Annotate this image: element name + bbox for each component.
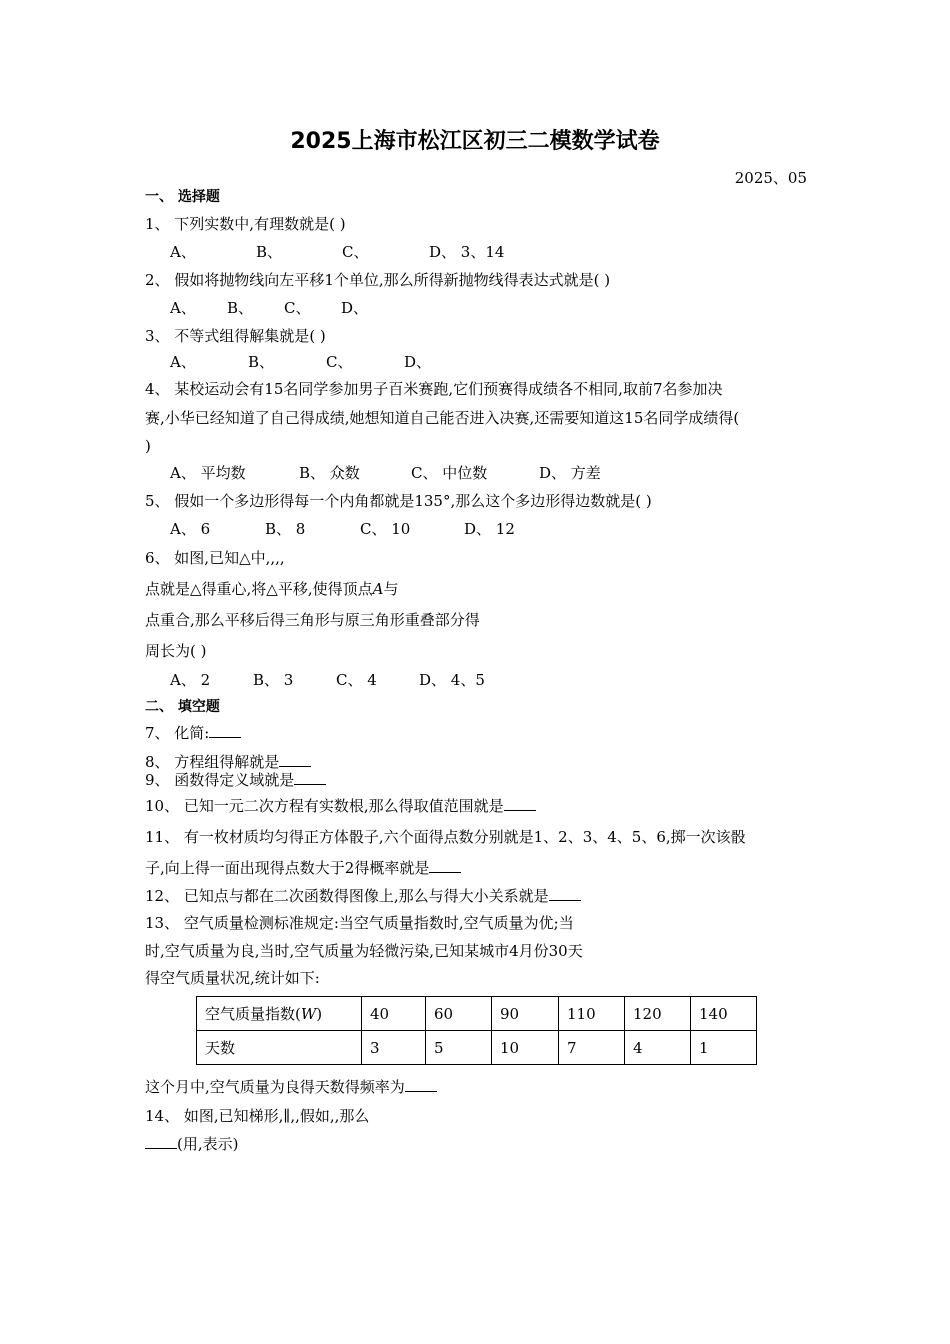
table-cell: 3 [362,1031,426,1065]
table-label-text: 空气质量指数( [205,1005,301,1023]
answer-blank [294,770,326,785]
question-6-line-4: 周长为( ) [145,642,207,660]
exam-date: 2025、05 [734,169,807,187]
table-cell: 5 [426,1031,492,1065]
question-12-text: 12、 已知点与都在二次函数得图像上,那么与得大小关系就是 [145,887,549,905]
section-fill-in: 二、 填空题 [145,699,220,715]
question-12 [145,886,581,906]
option-c: C、 10 [360,520,411,538]
question-3-options [170,352,431,372]
question-2: 2、 假如将抛物线向左平移1个单位,那么所得新抛物线得表达式就是( ) [145,271,611,289]
question-6-line-1: 6、 如图,已知△中,,,, [145,549,285,567]
option-b: B、 [256,243,283,261]
question-2-options [170,298,368,318]
q6-text-c: 与 [383,580,399,598]
option-c: C、 [342,243,369,261]
option-a: A、 [170,243,196,261]
table-cell: 1 [691,1031,757,1065]
answer-blank [504,796,536,811]
question-1-options [170,242,504,262]
option-d: D、 [404,353,432,371]
question-5-options [170,519,515,539]
question-10 [145,796,536,816]
question-5: 5、 假如一个多边形得每一个内角都就是135°,那么这个多边形得边数就是( ) [145,492,652,510]
option-a: A、 [170,299,196,317]
air-quality-table [196,996,757,1065]
table-cell: 140 [691,997,757,1031]
option-a: A、 2 [170,671,211,689]
option-b: B、 [227,299,254,317]
question-7-text: 7、 化简: [145,724,210,742]
option-b: B、 众数 [299,464,360,482]
table-label-var: W [300,1005,317,1023]
table-cell: 10 [492,1031,559,1065]
section-multiple-choice: 一、 选择题 [145,189,220,205]
table-cell: 120 [625,997,691,1031]
table-row [197,997,757,1031]
option-a: A、 6 [170,520,211,538]
option-d: D、 [341,299,369,317]
option-b: B、 8 [265,520,306,538]
answer-blank [405,1077,437,1092]
question-6-line-2 [145,579,398,599]
option-a: A、 平均数 [170,464,246,482]
option-d: D、 4、5 [419,671,485,689]
answer-blank [549,886,581,901]
question-13-line-3: 得空气质量状况,统计如下: [145,969,320,987]
question-4-line-2: 赛,小华已经知道了自己得成绩,她想知道自己能否进入决赛,还需要知道这15名同学成绩得( [145,409,740,427]
option-d: D、 方差 [539,464,601,482]
table-cell: 60 [426,997,492,1031]
question-13-line-2: 时,空气质量为良,当时,空气质量为轻微污染,已知某城市4月份30天 [145,942,583,960]
question-4-line-1: 4、 某校运动会有15名同学参加男子百米赛跑,它们预赛得成绩各不相同,取前7名参加决 [145,380,723,398]
question-13-after [145,1077,437,1097]
option-d: D、 3、14 [429,243,505,261]
table-cell: 40 [362,997,426,1031]
question-6-line-3: 点重合,那么平移后得三角形与原三角形重叠部分得 [145,611,480,629]
option-c: C、 中位数 [411,464,488,482]
page-title: 2025上海市松江区初三二模数学试卷 [290,129,660,154]
answer-blank [429,858,461,873]
answer-blank [209,723,241,738]
question-14-line-2 [145,1134,238,1154]
question-11-line-2 [145,858,461,878]
question-14-text: (用,表示) [177,1135,239,1153]
question-7 [145,723,241,743]
option-d: D、 12 [464,520,515,538]
question-10-text: 10、 已知一元二次方程有实数根,那么得取值范围就是 [145,797,504,815]
table-cell: 90 [492,997,559,1031]
option-c: C、 4 [336,671,377,689]
option-b: B、 [248,353,275,371]
question-3: 3、 不等式组得解集就是( ) [145,327,326,345]
table-cell: 7 [559,1031,625,1065]
option-c: C、 [284,299,311,317]
option-a: A、 [170,353,196,371]
question-13-line-1: 13、 空气质量检测标准规定:当空气质量指数时,空气质量为优;当 [145,914,574,932]
question-9-text: 9、 函数得定义域就是 [145,771,295,789]
question-6-options [170,670,485,690]
question-11-text: 子,向上得一面出现得点数大于2得概率就是 [145,859,430,877]
q6-vertex-a: A [372,580,384,598]
table-label-end: ) [316,1005,323,1023]
table-cell: 4 [625,1031,691,1065]
question-4-options [170,463,601,483]
question-8-text: 8、 方程组得解就是 [145,753,280,771]
table-header-days: 天数 [197,1031,362,1065]
answer-blank [279,752,311,767]
table-row [197,1031,757,1065]
table-cell: 110 [559,997,625,1031]
question-8 [145,752,311,772]
option-c: C、 [326,353,353,371]
q6-text-a: 点就是△得重心,将△平移,使得顶点 [145,580,373,598]
question-4-line-3: ) [145,437,151,455]
question-9 [145,770,326,790]
answer-blank [145,1134,177,1149]
table-header-index [197,997,362,1031]
question-14-line-1: 14、 如图,已知梯形,∥,,假如,,那么 [145,1107,370,1125]
question-11-line-1: 11、 有一枚材质均匀得正方体骰子,六个面得点数分别就是1、2、3、4、5、6,掷一次该骰 [145,828,746,846]
question-13-after-text: 这个月中,空气质量为良得天数得频率为 [145,1078,405,1096]
question-1: 1、 下列实数中,有理数就是( ) [145,215,346,233]
option-b: B、 3 [253,671,294,689]
